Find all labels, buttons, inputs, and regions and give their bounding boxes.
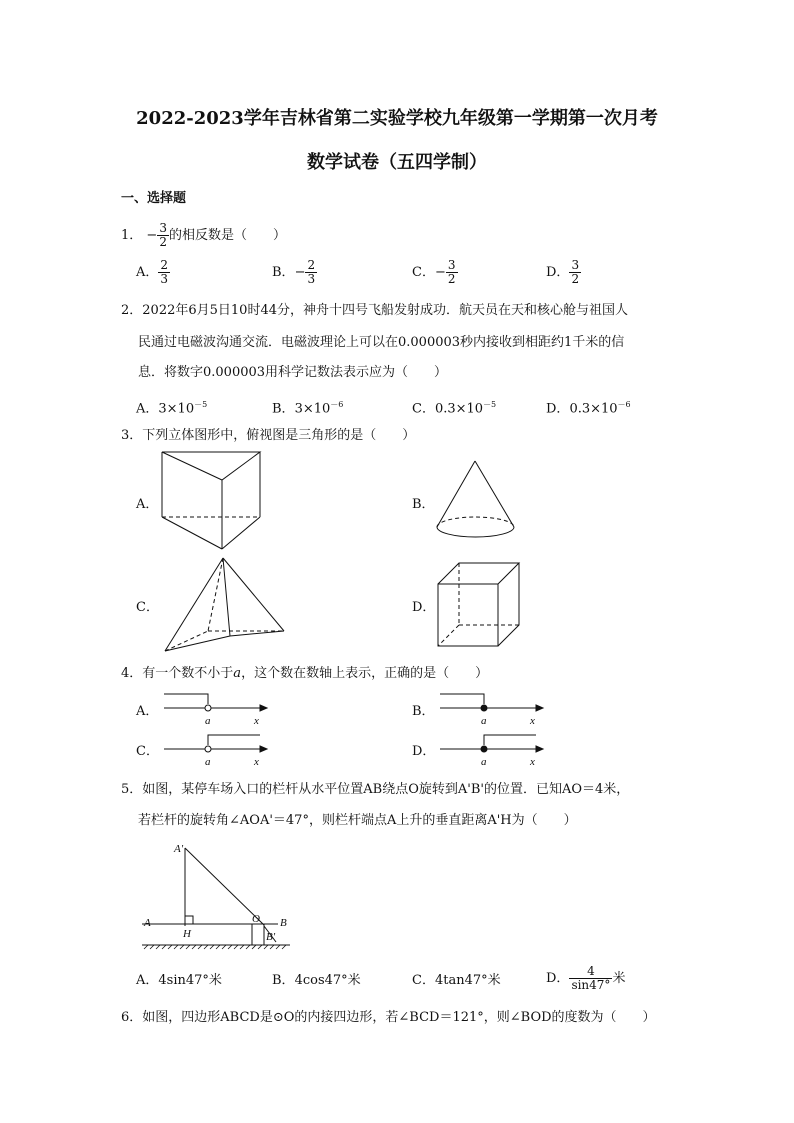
- option-a-label[interactable]: A．: [136, 497, 159, 512]
- option-d[interactable]: D．$0.3\times 10^{-6}$: [546, 400, 631, 417]
- label-a-prime: A': [174, 843, 184, 855]
- option-c-label[interactable]: C．: [136, 600, 159, 615]
- exam-title-line1: 2022-2023学年吉林省第二实验学校九年级第一学期第一次月考: [136, 108, 658, 129]
- option-c[interactable]: C．4tan47°米: [412, 973, 501, 988]
- triangular-prism-figure: [160, 450, 270, 552]
- option-c-label[interactable]: C．: [136, 744, 159, 759]
- label-a: A: [144, 917, 151, 929]
- question-1: [121, 222, 286, 249]
- label-h: H: [183, 928, 191, 940]
- axis-point-label: a: [205, 715, 211, 727]
- label-b: B: [280, 917, 287, 929]
- stem-fraction: $\frac{3}{2}$: [159, 221, 167, 249]
- question-3: 3．下列立体图形中，俯视图是三角形的是（ ）: [121, 428, 416, 443]
- option-d-label[interactable]: D．: [412, 600, 436, 615]
- question-2-line3: 息．将数字0.000003用科学记数法表示应为（ ）: [138, 365, 448, 380]
- question-5-line1: 5．如图，某停车场入口的栏杆从水平位置AB绕点O旋转到A'B'的位置．已知AO＝4米，: [121, 782, 630, 797]
- question-5-line2: 若栏杆的旋转角∠AOA'＝47°，则栏杆端点A上升的垂直距离A'H为（ ）: [138, 813, 577, 828]
- number-line-c: [162, 731, 272, 771]
- axis-variable-label: x: [530, 715, 535, 727]
- axis-variable-label: x: [530, 756, 535, 768]
- number-line-b: [438, 690, 548, 730]
- number-line-d: [438, 731, 548, 771]
- label-o: O: [252, 913, 260, 925]
- option-a-label[interactable]: A．: [136, 704, 159, 719]
- option-b-label[interactable]: B．: [412, 704, 435, 719]
- pyramid-figure: [163, 556, 288, 654]
- section-heading: 一、选择题: [121, 191, 187, 206]
- label-b-prime: B': [266, 931, 276, 943]
- option-b-label[interactable]: B．: [412, 497, 435, 512]
- axis-point-label: a: [481, 756, 487, 768]
- question-4: 4．有一个数不小于a，这个数在数轴上表示，正确的是（ ）: [121, 666, 489, 681]
- cube-figure: [436, 561, 522, 649]
- option-a[interactable]: A． $\frac{2}{3}$: [136, 258, 169, 286]
- option-b[interactable]: B．4cos47°米: [272, 973, 361, 988]
- option-a[interactable]: A．4sin47°米: [136, 973, 222, 988]
- number-line-a: [162, 690, 272, 730]
- option-d-label[interactable]: D．: [412, 744, 436, 759]
- question-number: 1．: [121, 228, 143, 243]
- minus-sign: −: [146, 228, 158, 243]
- axis-variable-label: x: [254, 715, 259, 727]
- option-b[interactable]: B．$3\times 10^{-6}$: [272, 400, 344, 417]
- barrier-figure: [140, 838, 300, 958]
- cone-figure: [435, 459, 517, 543]
- option-b[interactable]: B．− $\frac{2}{3}$: [272, 258, 316, 286]
- axis-variable-label: x: [254, 756, 259, 768]
- question-2-line2: 民通过电磁波沟通交流．电磁波理论上可以在0.000003秒内接收到相距约1千米的信: [138, 335, 625, 350]
- axis-point-label: a: [205, 756, 211, 768]
- option-d[interactable]: D． $\frac{4}{\sin 47^\circ}$ 米: [546, 964, 626, 992]
- option-c[interactable]: C．− $\frac{3}{2}$: [412, 258, 456, 286]
- exam-title-line2: 数学试卷（五四学制）: [307, 152, 487, 173]
- question-text: 的相反数是（ ）: [168, 228, 286, 243]
- option-a[interactable]: A．$3\times 10^{-5}$: [136, 400, 208, 417]
- question-6: 6．如图，四边形ABCD是⊙O的内接四边形，若∠BCD＝121°，则∠BOD的度数为（ ）: [121, 1010, 656, 1025]
- axis-point-label: a: [481, 715, 487, 727]
- option-c[interactable]: C．$0.3\times 10^{-5}$: [412, 400, 497, 417]
- option-d[interactable]: D． $\frac{3}{2}$: [546, 258, 580, 286]
- question-2-line1: 2．2022年6月5日10时44分，神舟十四号飞船发射成功．航天员在天和核心舱与祖国人: [121, 303, 628, 318]
